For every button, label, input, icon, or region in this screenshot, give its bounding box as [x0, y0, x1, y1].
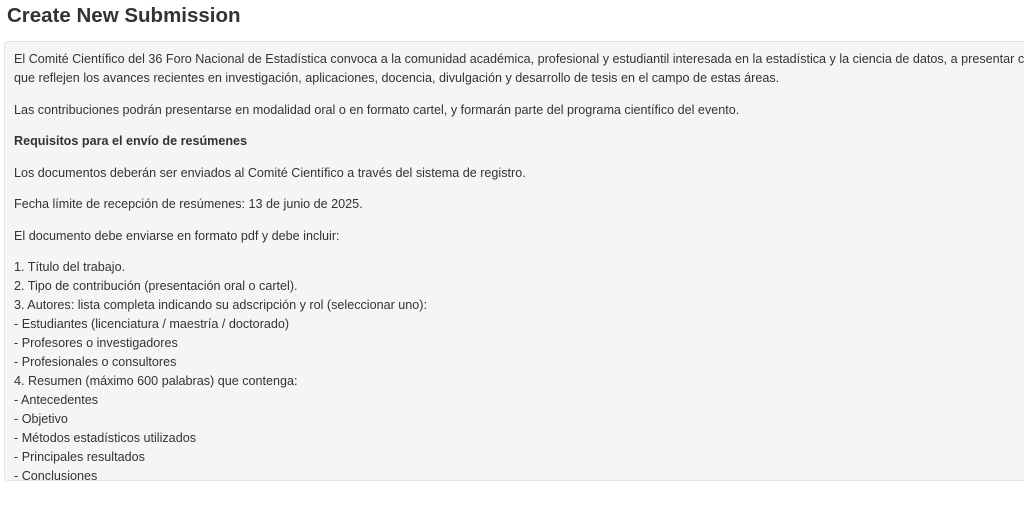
requirement-item: 3. Autores: lista completa indicando su adscripción y rol (seleccionar uno): [14, 298, 428, 312]
intro-line: El Comité Científico del 36 Foro Nacional de Estadística convoca a la comunidad académica, profesional y estudiantil interesada en la estadística y la ciencia de datos, a presentar c [14, 52, 1024, 66]
requirement-item: - Principales resultados [14, 450, 145, 464]
submission-channel-paragraph: Los documentos deberán ser enviados al Comité Científico a través del sistema de registro. [14, 165, 526, 180]
requirements-heading: Requisitos para el envío de resúmenes [14, 134, 248, 148]
modalities-paragraph: Las contribuciones podrán presentarse en modalidad oral o en formato cartel, y formarán parte del programa científico del evento. [14, 102, 740, 117]
requirement-item: 1. Título del trabajo. [14, 260, 126, 274]
deadline-paragraph: Fecha límite de recepción de resúmenes: 13 de junio de 2025. [14, 197, 363, 211]
intro-line: que reflejen los avances recientes en investigación, aplicaciones, docencia, divulgación y desarrollo de tesis en el campo de estas áreas. [14, 71, 780, 85]
requirement-item: - Profesionales o consultores [14, 355, 177, 369]
requirement-item: - Antecedentes [14, 393, 99, 407]
requirement-item: 4. Resumen (máximo 600 palabras) que contenga: [14, 374, 298, 388]
submission-guidelines-content [14, 50, 1024, 481]
requirements-list [14, 258, 1024, 481]
requirement-item: 2. Tipo de contribución (presentación oral o cartel). [14, 279, 298, 293]
page-title: Create New Submission [7, 4, 241, 27]
requirement-item: - Estudiantes (licenciatura / maestría / doctorado) [14, 317, 290, 331]
requirement-item: - Conclusiones [14, 469, 98, 481]
requirement-item: - Métodos estadísticos utilizados [14, 431, 196, 445]
requirements-heading-paragraph [14, 132, 1024, 151]
requirement-item: - Objetivo [14, 412, 68, 426]
intro-paragraph [14, 50, 1024, 88]
requirement-item: - Profesores o investigadores [14, 336, 178, 350]
format-intro-paragraph: El documento debe enviarse en formato pdf y debe incluir: [14, 228, 340, 243]
submission-guidelines-panel [4, 41, 1024, 481]
